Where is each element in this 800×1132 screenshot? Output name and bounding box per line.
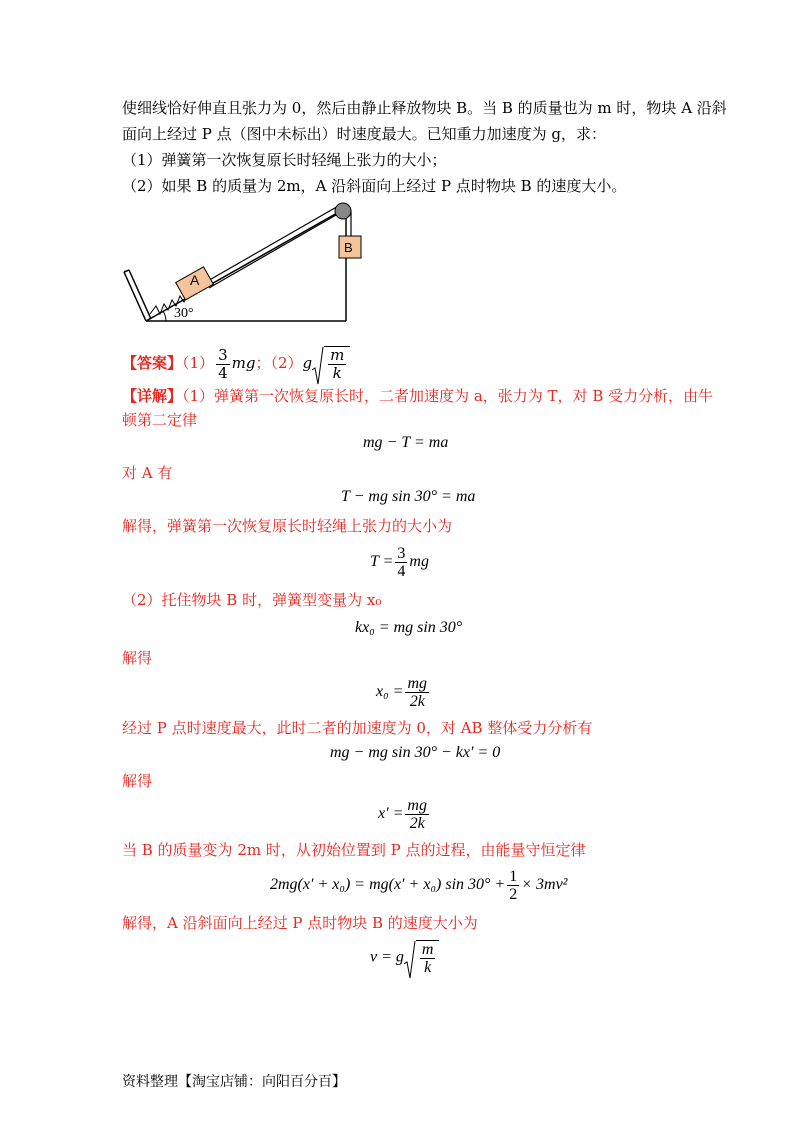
angle-label: 30°	[174, 306, 194, 321]
answer-line: 【答案】（1） $\frac{3}{4}$ mg；（2）g $\frac{m}{k}$	[122, 346, 350, 382]
detail-line-3: 对 A 有	[122, 464, 173, 482]
detail-line-1: 【详解】（1）弹簧第一次恢复原长时，二者加速度为 a，张力为 T，对 B 受力分析，由牛	[122, 387, 714, 405]
detail-line-4: 解得，弹簧第一次恢复原长时轻绳上张力的大小为	[122, 517, 453, 535]
problem-line-1: 使细线恰好伸直且张力为 0，然后由静止释放物块 B。当 B 的质量也为 m 时，物块 A 沿斜	[122, 99, 727, 117]
detail-line-9: 当 B 的质量变为 2m 时，从初始位置到 P 点的过程，由能量守恒定律	[122, 841, 586, 859]
block-a-label: A	[190, 272, 200, 288]
equation-6: mg − mg sin 30° − kx′ = 0	[330, 744, 501, 761]
detail-line-10: 解得，A 沿斜面向上经过 P 点时物块 B 的速度大小为	[122, 914, 478, 932]
page-footer: 资料整理【淘宝店铺：向阳百分百】	[122, 1074, 346, 1090]
detail-line-2: 顿第二定律	[122, 411, 198, 429]
equation-1: mg − T = ma	[363, 434, 449, 451]
problem-line-2: 面向上经过 P 点（图中未标出）时速度最大。已知重力加速度为 g，求：	[122, 125, 607, 143]
answer-label: 【答案】	[122, 354, 183, 372]
detail-line-7: 经过 P 点时速度最大，此时二者的加速度为 0，对 AB 整体受力分析有	[122, 719, 593, 737]
question-1: （1）弹簧第一次恢复原长时轻绳上张力的大小；	[122, 151, 447, 169]
equation-5: x₀ = $\frac{mg}{2k}$	[376, 675, 428, 710]
block-b-label: B	[344, 240, 353, 255]
detail-line-8: 解得	[122, 772, 153, 790]
equation-7: x′ = $\frac{mg}{2k}$	[378, 797, 427, 832]
equation-2: T − mg sin 30° = ma	[341, 488, 476, 505]
incline-figure	[110, 196, 370, 331]
detail-line-6: 解得	[122, 649, 153, 667]
detail-line-5: （2）托住物块 B 时，弹簧型变量为 x₀	[122, 591, 382, 609]
question-2: （2）如果 B 的质量为 2m，A 沿斜面向上经过 P 点时物块 B 的速度大小。	[122, 177, 627, 195]
equation-9: v = g $\frac{m}{k}$	[370, 940, 439, 976]
equation-8: 2mg(x′ + x₀) = mg(x′ + x₀) sin 30° + $\frac{1}{2}$ × 3mv²	[270, 868, 568, 903]
answer-part-2: （2）	[270, 354, 303, 372]
equation-4: kx₀ = mg sin 30°	[355, 619, 463, 636]
equation-3: T = $\frac{3}{4}$ mg	[370, 545, 429, 580]
answer-part-1: （1）	[182, 354, 215, 372]
